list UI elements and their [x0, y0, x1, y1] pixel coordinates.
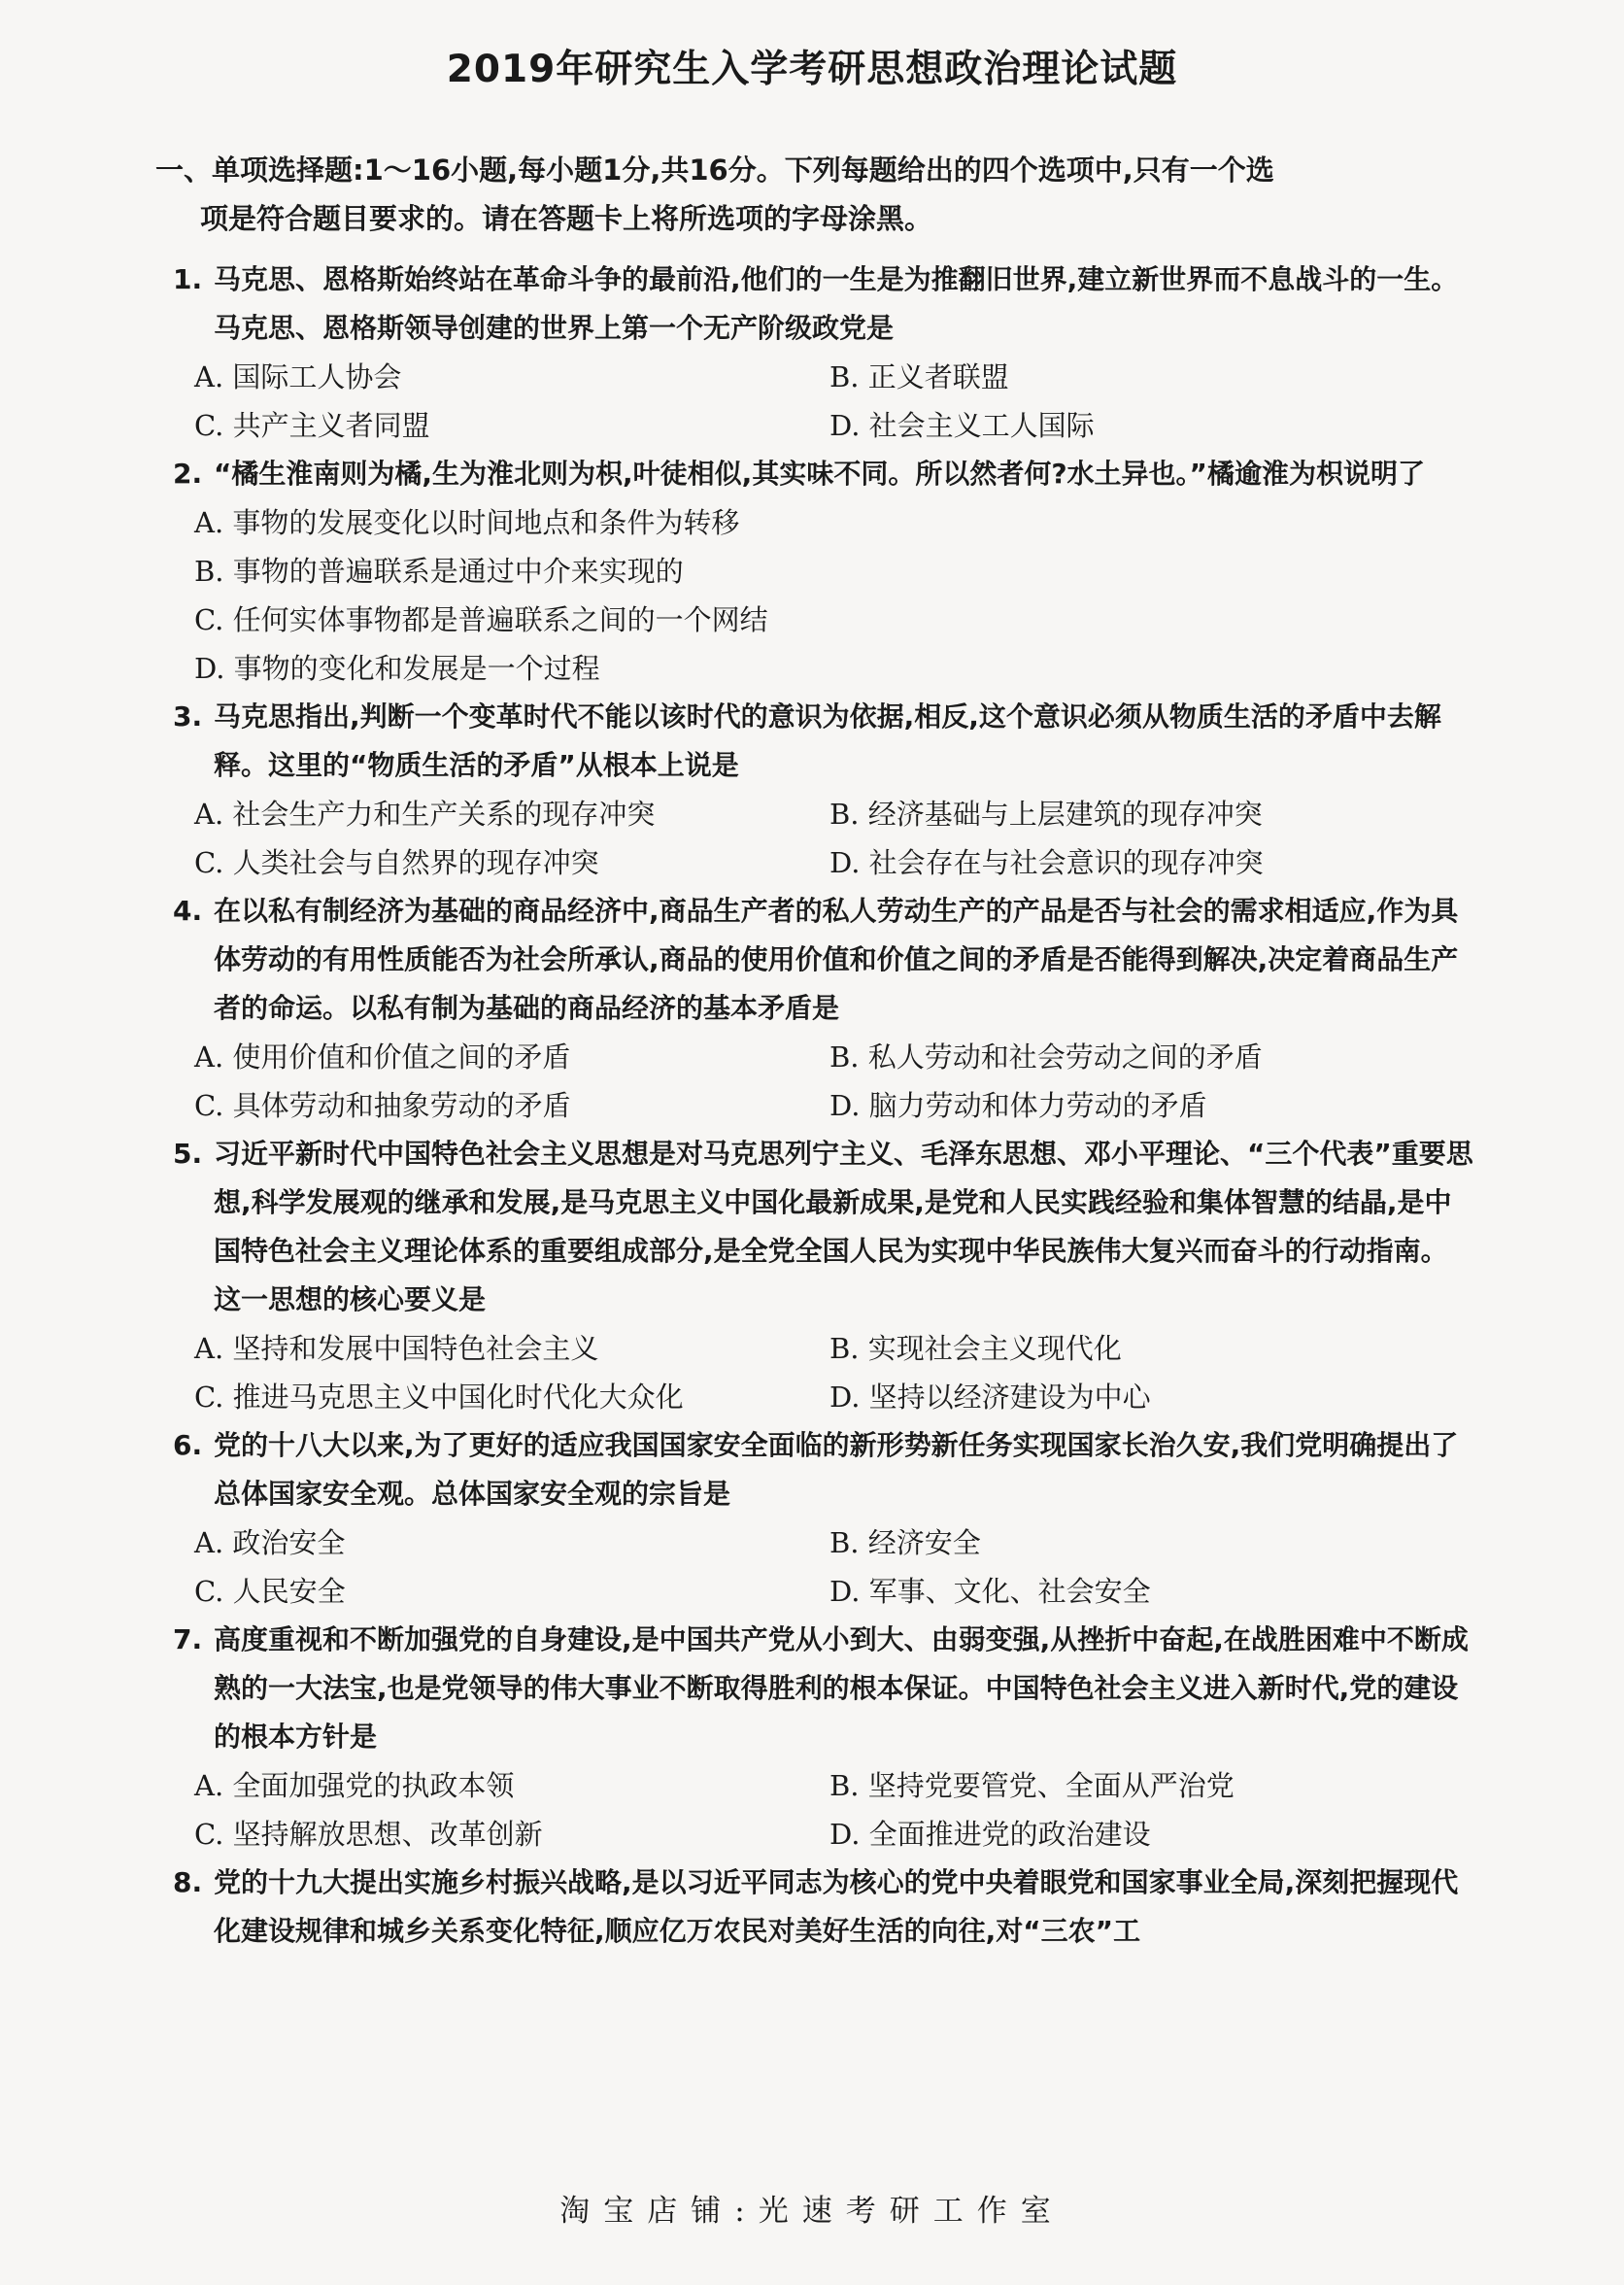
question-stem: [173, 256, 1474, 353]
option-d: D. 社会存在与社会意识的现存冲突: [829, 846, 1264, 879]
option-c: C. 任何实体事物都是普遍联系之间的一个网结: [194, 603, 768, 636]
question-text: 党的十九大提出实施乡村振兴战略,是以习近平同志为核心的党中央着眼党和国家事业全局,深刻把握现代化建设规律和城乡关系变化特征,顺应亿万农民对美好生活的向往,对“三农”工: [214, 1866, 1459, 1947]
question-number: 8.: [173, 1866, 203, 1898]
option-b: B. 事物的普遍联系是通过中介来实现的: [194, 555, 684, 588]
question-6: [173, 1421, 1474, 1616]
option-b: B. 私人劳动和社会劳动之间的矛盾: [829, 1040, 1263, 1074]
option-a: A. 国际工人协会: [194, 360, 402, 393]
question-text: 高度重视和不断加强党的自身建设,是中国共产党从小到大、由弱变强,从挫折中奋起,在战胜困难中不断成熟的一大法宝,也是党领导的伟大事业不断取得胜利的根本保证。中国特色社会主义进入新时代,党的建设的根本方针是: [214, 1623, 1469, 1753]
option-list: [173, 353, 1474, 450]
question-5: [173, 1130, 1474, 1421]
question-stem: [173, 887, 1474, 1033]
question-number: 2.: [173, 458, 203, 490]
option-a: A. 事物的发展变化以时间地点和条件为转移: [194, 506, 740, 539]
page-title: 2019年研究生入学考研思想政治理论试题: [446, 48, 1178, 91]
question-number: 3.: [173, 700, 203, 733]
option-b: B. 坚持党要管党、全面从严治党: [829, 1769, 1235, 1802]
question-list: [173, 256, 1474, 1956]
option-c: C. 推进马克思主义中国化时代化大众化: [194, 1381, 684, 1414]
option-c: C. 人类社会与自然界的现存冲突: [194, 846, 599, 879]
question-8: [173, 1859, 1474, 1956]
option-c: C. 坚持解放思想、改革创新: [194, 1818, 543, 1851]
question-text: 党的十八大以来,为了更好的适应我国国家安全面临的新形势新任务实现国家长治久安,我们党明确提出了总体国家安全观。总体国家安全观的宗旨是: [214, 1429, 1459, 1510]
option-list: [173, 1761, 1474, 1859]
option-d: D. 全面推进党的政治建设: [829, 1818, 1151, 1851]
option-a: A. 全面加强党的执政本领: [194, 1769, 515, 1802]
option-a: A. 坚持和发展中国特色社会主义: [194, 1332, 599, 1365]
question-stem: [173, 1130, 1474, 1324]
option-list: [173, 498, 1474, 693]
question-text: 习近平新时代中国特色社会主义思想是对马克思列宁主义、毛泽东思想、邓小平理论、“三个代表”重要思想,科学发展观的继承和发展,是马克思主义中国化最新成果,是党和人民实践经验和集体智慧的结晶,是中国特色社会主义理论体系的重要组成部分,是全党全国人民为实现中华民族伟大复兴而奋斗的行动指南。这一思想的核心要义是: [214, 1138, 1473, 1315]
question-stem: [173, 1421, 1474, 1518]
option-b: B. 经济基础与上层建筑的现存冲突: [829, 798, 1263, 831]
option-list: [173, 1033, 1474, 1130]
question-text: 马克思、恩格斯始终站在革命斗争的最前沿,他们的一生是为推翻旧世界,建立新世界而不息战斗的一生。马克思、恩格斯领导创建的世界上第一个无产阶级政党是: [214, 263, 1459, 344]
question-stem: [173, 1859, 1474, 1956]
option-d: D. 军事、文化、社会安全: [829, 1575, 1151, 1608]
question-stem: [173, 1616, 1474, 1761]
option-d: D. 社会主义工人国际: [829, 409, 1095, 442]
question-4: [173, 887, 1474, 1130]
question-stem: [173, 450, 1474, 498]
option-list: [173, 1518, 1474, 1616]
question-3: [173, 693, 1474, 887]
option-c: C. 共产主义者同盟: [194, 409, 430, 442]
section-instructions: [155, 146, 1476, 243]
option-a: A. 社会生产力和生产关系的现存冲突: [194, 798, 656, 831]
question-1: [173, 256, 1474, 450]
question-text: “橘生淮南则为橘,生为淮北则为枳,叶徒相似,其实味不同。所以然者何?水土异也。”橘逾淮为枳说明了: [214, 458, 1425, 490]
question-stem: [173, 693, 1474, 790]
question-7: [173, 1616, 1474, 1859]
question-number: 7.: [173, 1623, 203, 1655]
question-number: 6.: [173, 1429, 203, 1461]
section-heading: 一、单项选择题:1～16小题,每小题1分,共16分。下列每题给出的四个选项中,只有一个选: [155, 153, 1274, 187]
option-b: B. 经济安全: [829, 1526, 981, 1559]
option-d: D. 事物的变化和发展是一个过程: [194, 652, 600, 685]
option-a: A. 使用价值和价值之间的矛盾: [194, 1040, 571, 1074]
section-heading-continued: 项是符合题目要求的。请在答题卡上将所选项的字母涂黑。: [200, 202, 933, 235]
option-c: C. 人民安全: [194, 1575, 346, 1608]
option-list: [173, 1324, 1474, 1421]
question-number: 5.: [173, 1138, 203, 1170]
option-list: [173, 790, 1474, 887]
option-d: D. 脑力劳动和体力劳动的矛盾: [829, 1089, 1207, 1122]
option-b: B. 实现社会主义现代化: [829, 1332, 1122, 1365]
option-b: B. 正义者联盟: [829, 360, 1009, 393]
shop-footer: 淘宝店铺:光速考研工作室: [559, 2194, 1065, 2229]
question-number: 4.: [173, 895, 203, 927]
option-c: C. 具体劳动和抽象劳动的矛盾: [194, 1089, 571, 1122]
question-text: 在以私有制经济为基础的商品经济中,商品生产者的私人劳动生产的产品是否与社会的需求相适应,作为具体劳动的有用性质能否为社会所承认,商品的使用价值和价值之间的矛盾是否能得到解决,决定着商品生产者的命运。以私有制为基础的商品经济的基本矛盾是: [214, 895, 1459, 1024]
question-text: 马克思指出,判断一个变革时代不能以该时代的意识为依据,相反,这个意识必须从物质生活的矛盾中去解释。这里的“物质生活的矛盾”从根本上说是: [214, 700, 1441, 781]
option-a: A. 政治安全: [194, 1526, 346, 1559]
question-2: [173, 450, 1474, 693]
option-d: D. 坚持以经济建设为中心: [829, 1381, 1151, 1414]
question-number: 1.: [173, 263, 203, 295]
